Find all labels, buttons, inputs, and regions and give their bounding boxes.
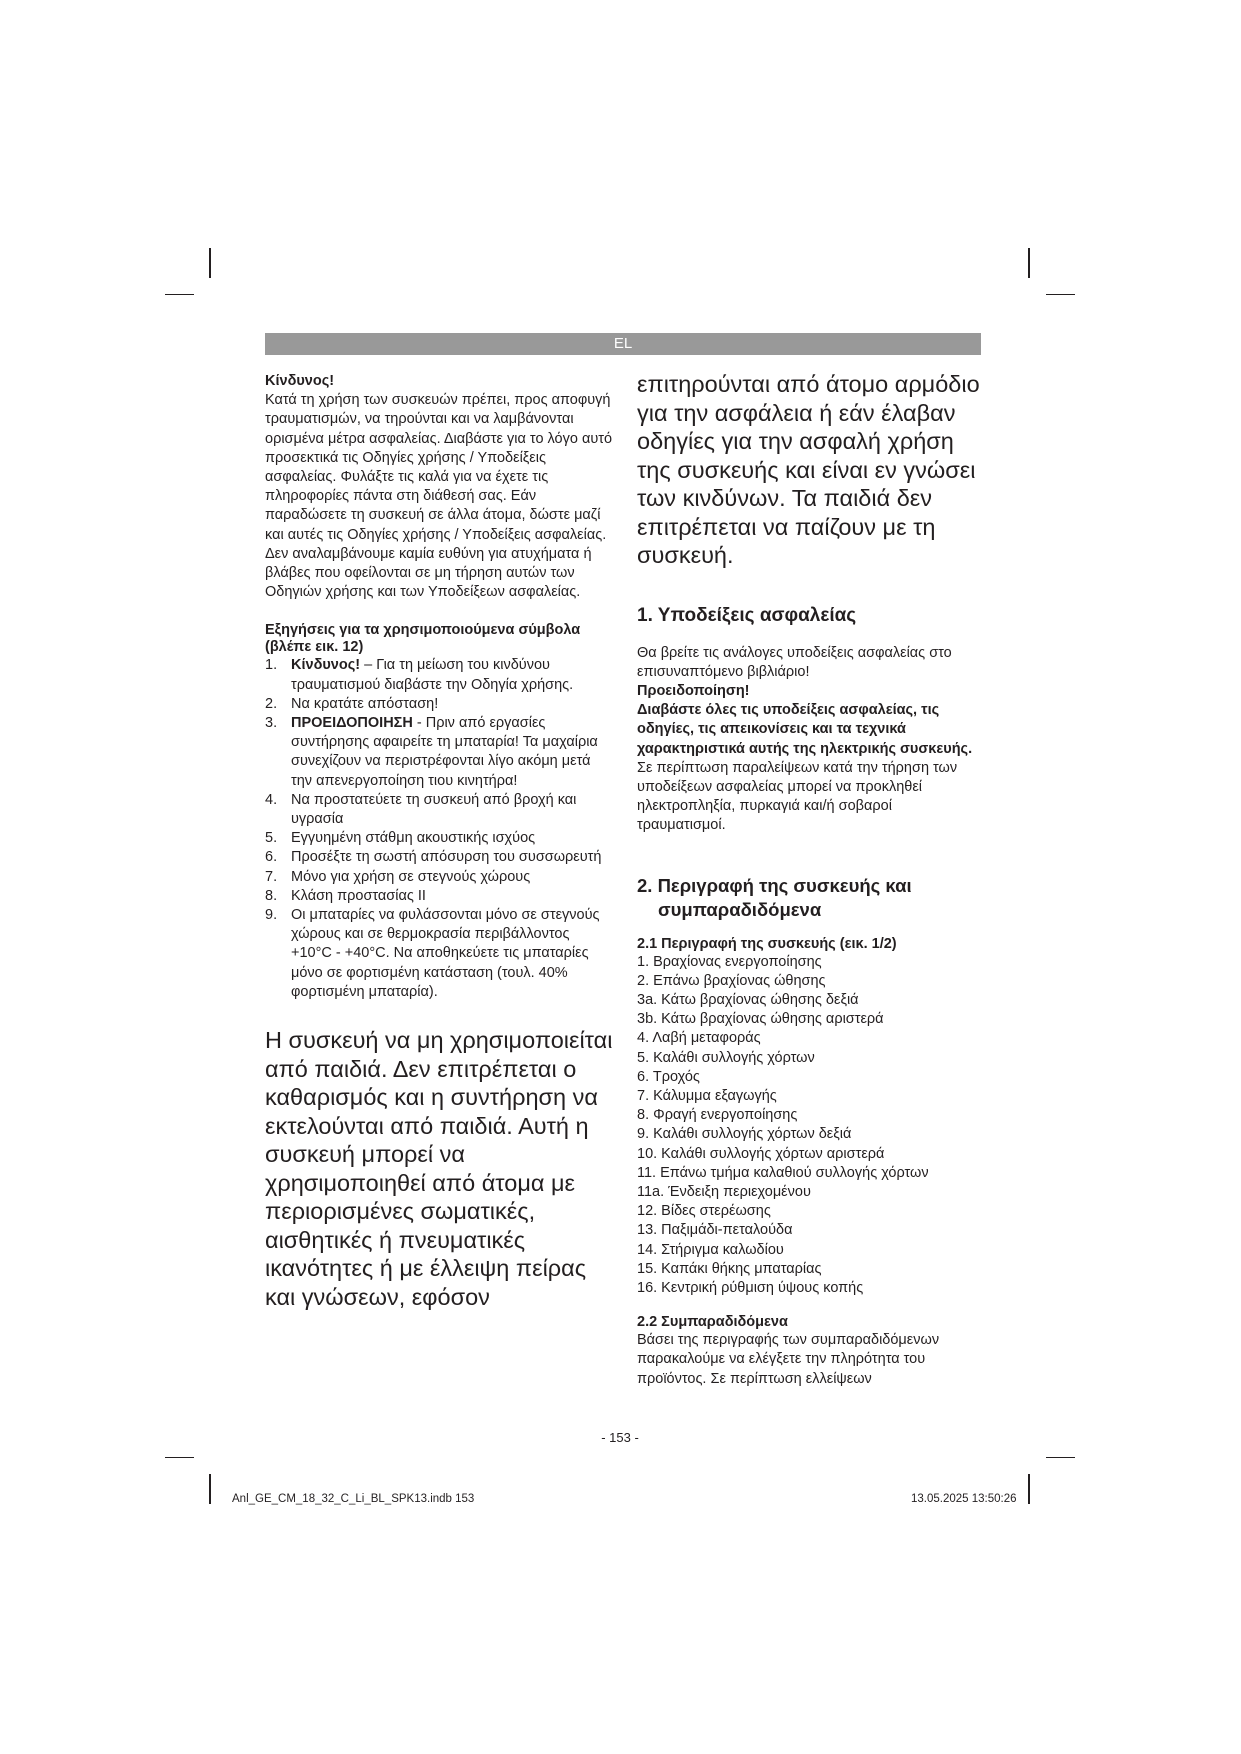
crop-mark — [1028, 248, 1030, 278]
list-item: 1. Κίνδυνος! – Για τη μείωση του κινδύνου τραυματισμού διαβάστε την Οδηγία χρήσης. — [265, 657, 574, 693]
list-item: 11. Επάνω τμήμα καλαθιού συλλογής χόρτων — [637, 1164, 929, 1181]
list-item: 15. Καπάκι θήκης μπαταρίας — [637, 1260, 822, 1277]
list-item: 6. Τροχός — [637, 1068, 700, 1085]
left-column — [265, 372, 615, 1311]
print-timestamp: 13.05.2025 13:50:26 — [911, 1493, 1017, 1505]
list-item: 7. Μόνο για χρήση σε στεγνούς χώρους — [265, 868, 531, 885]
symbols-title: Εξηγήσεις για τα χρησιμοποιούμενα σύμβολα (βλέπε εικ. 12) — [265, 622, 581, 656]
symbols-list — [265, 656, 615, 1002]
danger-title: Κίνδυνος! — [265, 373, 335, 389]
list-item: 8. Φραγή ενεργοποίησης — [637, 1107, 798, 1124]
file-info: Anl_GE_CM_18_32_C_Li_BL_SPK13.indb 153 — [232, 1493, 475, 1505]
list-item: 3a. Κάτω βραχίονας ώθησης δεξιά — [637, 991, 859, 1008]
list-item: 8. Κλάση προστασίας II — [265, 887, 426, 904]
list-item: 12. Βίδες στερέωσης — [637, 1203, 771, 1220]
section-1-title: 1. Υποδείξεις ασφαλείας — [637, 604, 857, 626]
section-2-title: 2. Περιγραφή της συσκευής και — [637, 874, 912, 896]
list-item: 9. Οι μπαταρίες να φυλάσσονται μόνο σε στεγνούς χώρους και σε θερμοκρασία περιβάλλοντος +10°C - +40°C. Να αποθηκεύετε τις μπαταρίες μόνο σε φορτισμένη κατάσταση (τουλ. 40% φορτισμένη μπαταρία). — [265, 907, 600, 1000]
list-item: 3b. Κάτω βραχίονας ώθησης αριστερά — [637, 1011, 884, 1028]
list-item: 16. Κεντρική ρύθμιση ύψους κοπής — [637, 1279, 864, 1296]
list-item: 3. ΠΡΟΕΙΔΟΠΟΙΗΣΗ - Πριν από εργασίες συντήρησης αφαιρείτε τη μπαταρία! Τα μαχαίρια συνεχίζουν να περιστρέφονται λίγο ακόμη μετά την απενεργοποίηση τιου κινητήρα! — [265, 715, 598, 789]
supervision-text: επιτηρούνται από άτομο αρμόδιο για την ασφάλεια ή εάν έλαβαν οδηγίες για την ασφαλή χρήση της συσκευής και είναι εν γνώσει των κινδύνων. Τα παιδιά δεν επιτρέπεται να παίζουν με τη συσκευή. — [637, 371, 980, 568]
list-item: 6. Προσέξτε τη σωστή απόσυρση του συσσωρευτή — [265, 849, 602, 866]
subsection-2-2-title: 2.2 Συμπαραδιδόμενα — [637, 1314, 788, 1331]
children-warning-text: Η συσκευή να μη χρησιμοποιείται από παιδιά. Δεν επιτρέπεται ο καθαρισμός και η συντήρηση να εκτελούνται από παιδιά. Αυτή η συσκευή μπορεί να χρησιμοποιηθεί από άτομα με περιορισμένες σωματικές, αισθητικές ή πνευματικές ικανότητες ή με έλλειψη πείρας και γνώσεων, εφόσον — [265, 1027, 613, 1310]
danger-text: Κατά τη χρήση των συσκευών πρέπει, προς αποφυγή τραυματισμών, να τηρούνται και να λαμβάνονται ορισμένα μέτρα ασφαλείας. Διαβάστε για το λόγο αυτό προσεκτικά τις Οδηγίες χρήσης / Υποδείξεις ασφαλείας. Φυλάξτε τις καλά για να έχετε τις πληροφορίες πάντα στη διάθεσή σας. Εάν παραδώσετε τη συσκευή σε άλλα άτομα, δώστε μαζί και αυτές τις Οδηγίες χρήσης / Υποδείξεις ασφαλείας. Δεν αναλαμβάνουμε καμία ευθύνη για ατυχήματα ή βλάβες που οφείλονται σε μη τήρηση αυτών των Οδηγιών χρήσης και των Υποδείξεων ασφαλείας. — [265, 392, 613, 601]
list-item: 2. Επάνω βραχίονας ώθησης — [637, 972, 826, 989]
crop-mark — [1046, 1457, 1075, 1458]
crop-mark — [165, 294, 194, 295]
crop-mark — [165, 1457, 194, 1458]
crop-mark — [1046, 294, 1075, 295]
list-item: 2. Να κρατάτε απόσταση! — [265, 695, 439, 712]
list-item: 11a. Ένδειξη περιεχομένου — [637, 1183, 811, 1200]
crop-mark — [1028, 1474, 1030, 1504]
list-item: 4. Λαβή μεταφοράς — [637, 1030, 761, 1047]
section-2-title-cont: συμπαραδιδόμενα — [658, 898, 822, 920]
section-2-heading — [637, 874, 982, 922]
crop-mark — [209, 248, 211, 278]
list-item: 4. Να προστατεύετε τη συσκευή από βροχή και υγρασία — [265, 791, 577, 828]
list-item: 10. Καλάθι συλλογής χόρτων αριστερά — [637, 1145, 885, 1162]
warning-paragraph: Διαβάστε όλες τις υποδείξεις ασφαλείας, τις οδηγίες, τις απεικονίσεις και τα τεχνικά χαρακτηριστικά αυτής της ηλεκτρικής συσκευής. Σε περίπτωση παραλείψεων κατά την τήρηση των υποδείξεων ασφαλείας μπορεί να προκληθεί ηλεκτροπληξία, πυρκαγιά και/ή σοβαροί τραυματισμοί. — [637, 702, 973, 834]
list-item: 1. Βραχίονας ενεργοποίησης — [637, 953, 822, 970]
section-1-text: Θα βρείτε τις ανάλογες υποδείξεις ασφαλείας στο επισυναπτόμενο βιβλιάριο! — [637, 644, 952, 680]
list-item: 9. Καλάθι συλλογής χόρτων δεξιά — [637, 1126, 852, 1143]
list-item: 7. Κάλυμμα εξαγωγής — [637, 1087, 777, 1104]
parts-list — [637, 953, 982, 1299]
right-column — [637, 370, 982, 1389]
list-item: 14. Στήριγμα καλωδίου — [637, 1241, 784, 1258]
language-header: EL — [265, 333, 981, 355]
subsection-2-1-title: 2.1 Περιγραφή της συσκευής (εικ. 1/2) — [637, 935, 897, 952]
list-item: 5. Καλάθι συλλογής χόρτων — [637, 1049, 815, 1066]
list-item: 13. Παξιμάδι-πεταλούδα — [637, 1222, 793, 1239]
subsection-2-2-text: Βάσει της περιγραφής των συμπαραδιδόμενων παρακαλούμε να ελέγξετε την πληρότητα του προϊόντος. Σε περίπτωση ελλείψεων — [637, 1332, 940, 1387]
page-number: - 153 - — [601, 1430, 639, 1445]
warning-label: Προειδοποίηση! — [637, 682, 750, 699]
crop-mark — [209, 1474, 211, 1504]
list-item: 5. Εγγυημένη στάθμη ακουστικής ισχύος — [265, 830, 536, 847]
